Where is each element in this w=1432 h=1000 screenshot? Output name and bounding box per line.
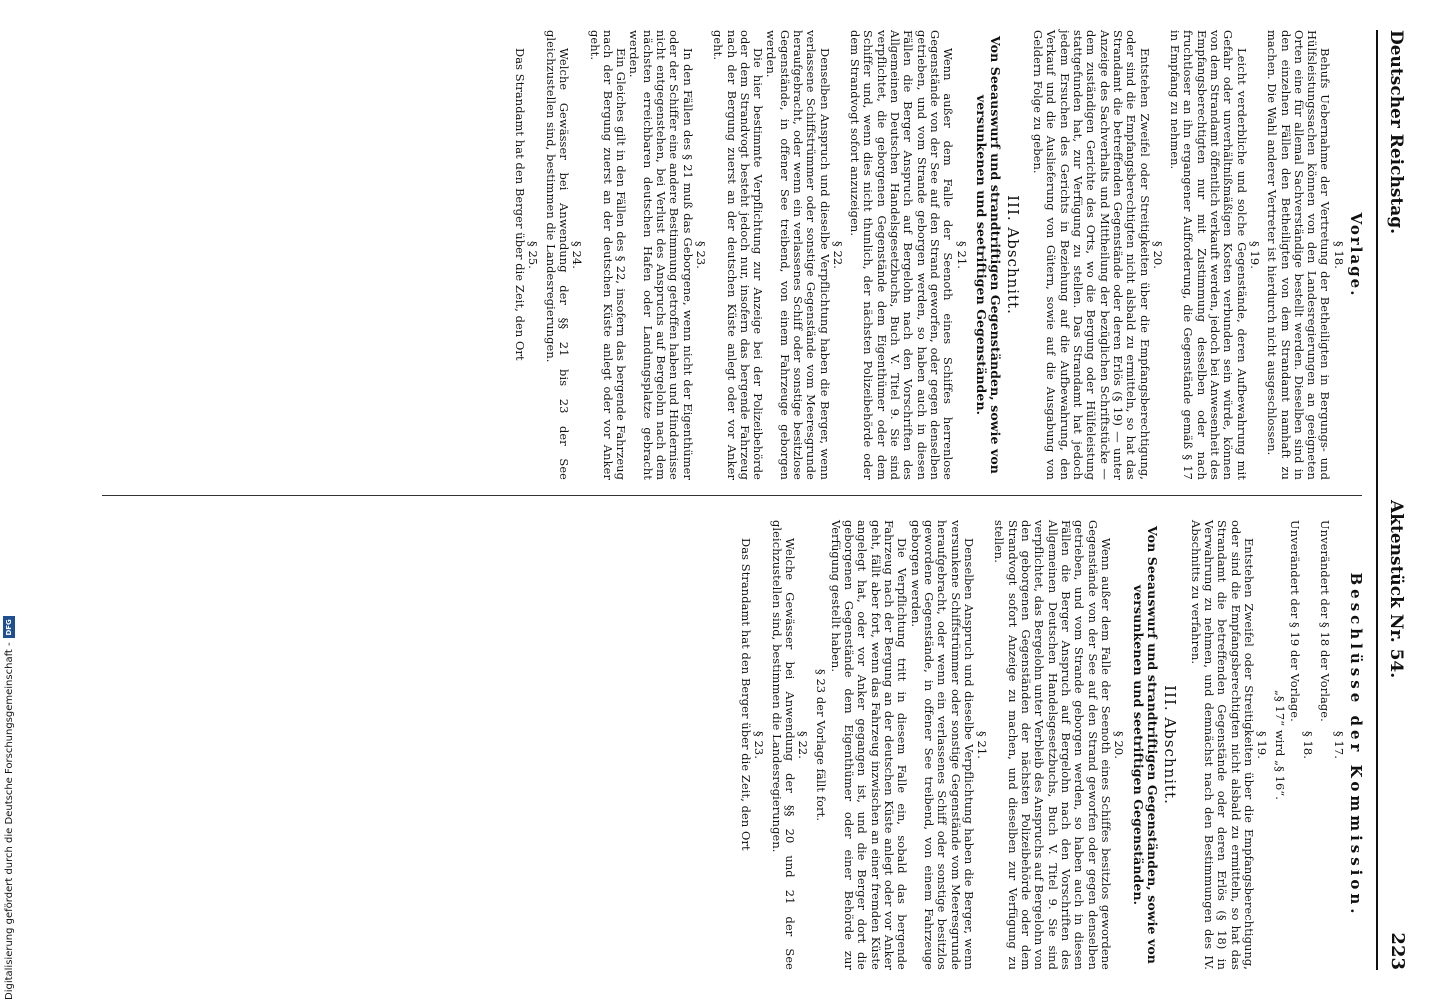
chapter-heading: III. Abschnitt.: [1161, 685, 1180, 805]
paragraph: Das Strandamt hat den Berger über die Zeit, den Ort: [513, 48, 528, 361]
right-column-kommission: [739, 520, 1365, 970]
paragraph: Welche Gewässer bei Anwendung der §§ 20 und 21 der See gleichzustellen sind, bestimmen die Landesregierungen.: [769, 520, 798, 970]
section-number: § 22.: [830, 241, 845, 269]
section-number: § 18.: [1331, 241, 1346, 269]
paragraph: Leicht verderbliche und solche Gegenstände, deren Aufbewahrung mit Gefahr oder unverhältnißmäßigen Kosten verbunden sein würde, können von dem Strandamt öffentlich verkauft werden, jedoch bei Anwesenheit des Empfangsberechtigten nur mit Zustimmung desselben oder nach fruchtloser an ihn ergangener Aufforderung, die Gegenstände gemäß § 17 in Empfang zu nehmen.: [1168, 30, 1249, 480]
header-publication: Deutscher Reichstag.: [1386, 30, 1406, 235]
chapter-heading: III. Abschnitt.: [1003, 195, 1022, 315]
paragraph: Wenn außer dem Falle der Seenoth eines Schiffes besitzlos gewordene Gegenstände von der See auf den Strand geworfen oder gegen denselben getrieben, und vom Strande geborgen werden, so haben auch in diesen Fällen die Berger Anspruch auf Bergelohn nach den Vorschriften des Allgemeinen Deutschen Handelsgesetzbuchs, Buch V. Titel 9. Sie sind verpflichtet, das Bergelohn unter Verbleib des Anspruchs auf Bergelohn von den geborgenen Gegenständen der nächsten Polizeibehörde oder dem Strandvogt sofort Anzeige zu machen, und dieselben zur Verfügung zu stellen.: [992, 520, 1113, 970]
section-number: § 17.: [1331, 731, 1346, 759]
column-divider: [102, 495, 1362, 496]
section-number: § 23.: [693, 241, 708, 269]
paragraph: Das Strandamt hat den Berger über die Zeit, den Ort: [739, 538, 754, 851]
paragraph: Denselben Anspruch und dieselbe Verpflichtung haben die Berger, wenn verlassene Schiffstrümmer oder sonstige Gegenstände vom Meeresgrunde heraufgebracht, oder wenn ein verlassenes Schiff oder sonstige besitzlose Gegenstände, in offener See treibend, von einem Fahrzeuge geborgen werden.: [764, 30, 832, 480]
paragraph: Die hier bestimmte Verpflichtung zur Anzeige bei der Polizeibehörde oder dem Strandvogt besteht jedoch nur, insofern das bergende Fahrzeug nach der Bergung zuerst an der deutschen Küste anlegt oder vor Anker geht.: [711, 30, 766, 480]
header-document-number: Aktenstück Nr. 54.: [1386, 500, 1406, 679]
digitization-credit: [3, 616, 15, 1000]
chapter-title: Von Seeauswurf und strandtriftigen Gegenständen, sowie von versunkenen und seetriftigen Gegenständen.: [1131, 526, 1161, 964]
credit-text: Digitalisierung gefördert durch die Deutsche Forschungsgemeinschaft -: [3, 642, 15, 1000]
section-number: § 22.: [796, 731, 811, 759]
centered-note: § 23 der Vorlage fällt fort.: [813, 668, 828, 822]
section-number: § 19.: [1255, 731, 1270, 759]
paragraph: Die Verpflichtung tritt in diesem Falle ein, sobald das bergende Fahrzeug nach der Bergung an der deutschen Küste anlegt oder vor Anker geht, fällt aber fort, wenn das Fahrzeug inzwischen an einer fremden Küste angelegt hat, oder vor Anker gegangen ist, und die Berger dort die geborgenen Gegenstände dem Eigenthümer oder einer Behörde zur Verfügung gestellt haben.: [828, 520, 910, 970]
paragraph: Wenn außer dem Falle der Seenoth eines Schiffes herrenlose Gegenstände von der See auf den Strand geworfen, oder gegen denselben getrieben, und vom Strande geborgen werden, so haben auch in diesen Fällen die Berger Anspruch auf Bergelohn nach den Vorschriften des Allgemeinen Deutschen Handelsgesetzbuchs, Buch V. Titel 9. Sie sind verpflichtet, die geborgenen Gegenstände dem Eigenthümer oder dem Schiffer und, wenn dies nicht thunlich, der nächsten Polizeibehörde oder dem Strandvogt sofort anzuzeigen.: [848, 30, 956, 480]
section-number: § 21.: [975, 731, 990, 759]
left-column-title: Vorlage.: [1347, 212, 1365, 298]
paragraph: In den Fällen des § 21 muß das Geborgene, wenn nicht der Eigenthümer oder der Schiffer eine andere Bestimmung getroffen haben und Hindernisse nicht entgegenstehen, bei Verlust des Anspruchs auf Bergelohn nach dem nächsten erreichbaren deutschen Hafen oder Landungsplatze gebracht werden.: [627, 30, 695, 480]
section-number: § 19.: [1247, 241, 1262, 269]
paragraph: Welche Gewässer bei Anwendung der §§ 21 bis 23 der See gleichzustellen sind, bestimmen die Landesregierungen.: [543, 30, 571, 480]
dfg-logo: DFG: [3, 616, 15, 638]
chapter-title: Von Seeauswurf und strandtriftigen Gegenständen, sowie von versunkenen und seetriftigen Gegenständen.: [973, 36, 1003, 474]
section-number: § 20.: [1150, 241, 1165, 269]
paragraph: Behufs Uebernahme der Vertretung der Betheiligten in Bergungs- und Hülfsleistungssachen können von den Landesregierungen an geeigneten Orten eine für allemal Sachverständige bestellt werden. Dieselben sind in den einzelnen Fällen den Betheiligten von dem Strandamt namhaft zu machen. Die Wahl anderer Vertreter ist hierdurch nicht ausgeschlossen.: [1265, 30, 1333, 480]
page-header: [1376, 30, 1414, 970]
section-number: § 25.: [526, 241, 541, 269]
left-column-body: [513, 30, 1345, 480]
left-column-vorlage: [513, 30, 1365, 480]
section-number: § 24.: [570, 241, 585, 269]
paragraph: Unverändert der § 19 der Vorlage.: [1287, 520, 1302, 722]
section-number: § 23.: [752, 731, 767, 759]
section-number: § 21.: [954, 241, 969, 269]
paragraph: Denselben Anspruch und dieselbe Verpflichtung haben die Berger, wenn versunkene Schiffstrümmer oder sonstige Gegenstände vom Meeresgrunde heraufgebracht, oder wenn ein verlassenes Schiff oder sonstige besitzlos gewordene Gegenstände, in offener See treibend, von einem Fahrzeuge geborgen werden.: [908, 520, 976, 970]
right-column-title: Beschlüsse der Kommission.: [1347, 572, 1365, 918]
paragraph: Ein Gleiches gilt in den Fällen des § 22, insofern das bergende Fahrzeug nach der Bergung zuerst an der deutschen Küste anlegt oder vor Anker geht.: [587, 30, 629, 480]
paragraph: Entstehen Zweifel oder Streitigkeiten über die Empfangsberechtigung, oder sind die Empfangsberechtigten nicht alsbald zu ermitteln, so hat das Strandamt die betreffenden Gegenstände oder deren Erlös (§ 19) — unter Anzeige des Sachverhalts und Mittheilung der bezüglichen Schriftstücke — dem zuständigen Gerichte des Orts, wo die Bergung oder Hülfeleistung stattgefunden hat, zur Verfügung zu stellen. Das Strandamt hat jedoch jedem Ersuchen des Gerichts in Beziehung auf die Aufbewahrung, den Verkauf und die Auslieferung von Gütern, sowie auf die Ausgabung von Geldern Folge zu geben.: [1031, 30, 1152, 480]
section-number: § 18.: [1301, 731, 1316, 759]
paragraph: Entstehen Zweifel oder Streitigkeiten über die Empfangsberechtigung, oder sind die Empfangsberechtigten nicht alsbald zu ermitteln, so hat das Strandamt die betreffenden Gegenstände oder deren Erlös (§ 18) in Verwahrung zu nehmen, und demnächst nach den Bestimmungen des IV. Abschnitts zu verfahren.: [1188, 520, 1256, 970]
centered-note: „§ 17“ wird „§ 16“.: [1272, 690, 1287, 800]
paragraph: Unverändert der § 18 der Vorlage.: [1318, 520, 1333, 722]
page-number: 223: [1387, 932, 1408, 970]
right-column-body: [739, 520, 1345, 970]
section-number: § 20.: [1112, 731, 1127, 759]
